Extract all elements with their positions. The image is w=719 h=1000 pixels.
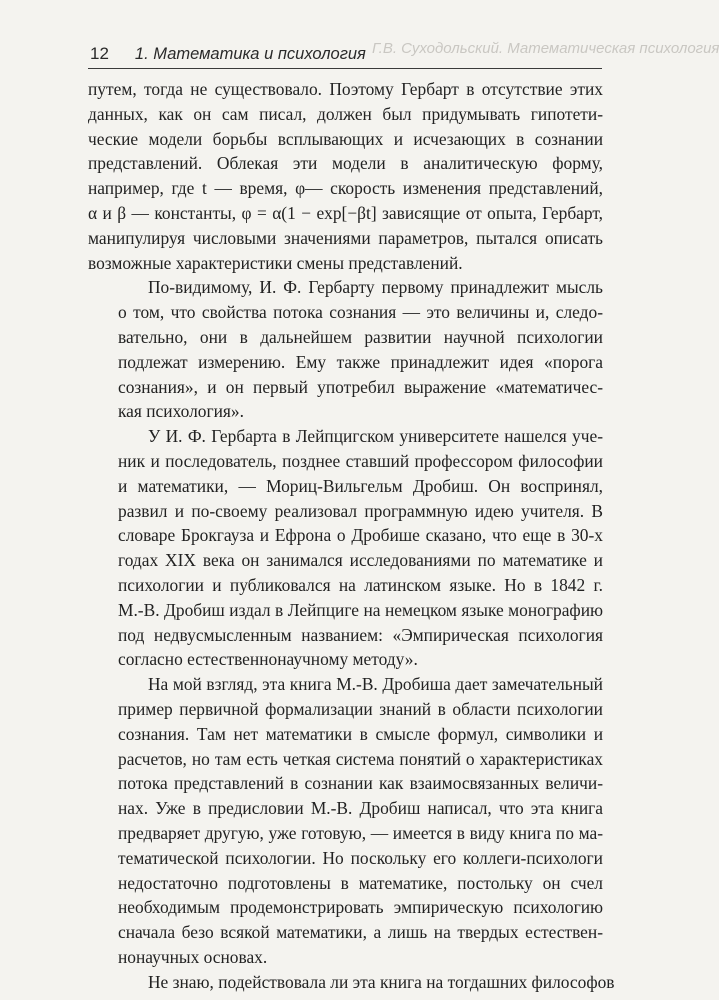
text-line: нонаучных основах.	[118, 946, 268, 967]
text-line: Не знаю, подействовала ли эта книга на тогдашних философов	[148, 971, 615, 992]
text-line: манипулируя числовыми значениями параметров, пытался описать	[88, 227, 603, 248]
text-line: пример первичной формализации знаний в области психологии	[118, 698, 603, 719]
text-line: например, где t — время, φ— скорость изменения представлений,	[88, 178, 603, 199]
text-line: предваряет другую, уже готовую, — имеется в виду книга по ма-	[118, 822, 603, 843]
paragraph	[88, 672, 603, 970]
text-line: По-видимому, И. Ф. Гербарту первому принадлежит мысль	[148, 277, 603, 298]
text-line: потока представлений в сознании как взаимосвязанных величи-	[118, 773, 603, 794]
text-line: возможные характеристики смены представлений.	[88, 252, 463, 273]
paragraph	[88, 424, 603, 672]
header-rule	[88, 68, 602, 69]
text-line: под недвусмысленным названием: «Эмпирическая психология	[118, 624, 603, 645]
text-line: согласно естественнонаучному методу».	[118, 649, 418, 670]
text-line: сознания. Там нет математики в смысле формул, символики и	[118, 723, 603, 744]
paragraph	[88, 970, 615, 995]
text-line: представлений. Облекая эти модели в аналитическую форму,	[88, 153, 603, 174]
text-line: о том, что свойства потока сознания — это величины и, следо-	[118, 302, 603, 323]
text-line: сознания», и он первый употребил выражение «математичес-	[118, 376, 603, 397]
text-line: психологии и публиковался на латинском языке. Но в 1842 г.	[118, 574, 603, 595]
text-line: словаре Брокгауза и Ефрона о Дробише сказано, что еще в 30-х	[118, 525, 603, 546]
paragraph	[88, 77, 603, 275]
text-line: У И. Ф. Гербарта в Лейпцигском университете нашелся уче-	[148, 426, 603, 447]
text-line: М.-В. Дробиш издал в Лейпциге на немецком языке монографию	[118, 599, 603, 620]
text-line: тематической психологии. Но поскольку его коллеги-психологи	[118, 847, 603, 868]
text-line: вательно, они в дальнейшем развитии научной психологии	[118, 326, 603, 347]
text-line: развил и по-своему реализовал программную идею учителя. В	[118, 500, 603, 521]
running-header	[90, 44, 450, 64]
text-line: и математики, — Мориц-Вильгельм Дробиш. Он воспринял,	[118, 475, 603, 496]
text-line: недостаточно подготовлены в математике, постольку он счел	[118, 872, 603, 893]
page-number: 12	[90, 44, 109, 63]
text-line: путем, тогда не существовало. Поэтому Гербарт в отсутствие этих	[88, 79, 603, 99]
text-line: подлежат измерению. Ему также принадлежит идея «порога	[118, 351, 603, 372]
text-line: α и β — константы, φ = α(1 − exp[−βt] зависящие от опыта, Гербарт,	[88, 202, 603, 223]
text-line: данных, как он сам писал, должен был придумывать гипотети-	[88, 103, 603, 124]
text-line: ник и последователь, позднее ставший профессором философии	[118, 450, 603, 471]
text-line: сначала безо всякой математики, а лишь на твердых естествен-	[118, 922, 603, 943]
text-line: нах. Уже в предисловии М.-В. Дробиш написал, что эта книга	[118, 798, 603, 819]
bleed-through-header: Г.В. Суходольский. Математическая психология	[372, 40, 719, 57]
text-line: необходимым продемонстрировать эмпирическую психологию	[118, 897, 603, 918]
text-line: На мой взгляд, эта книга М.-В. Дробиша дает замечательный	[148, 674, 603, 695]
text-line: ческие модели борьбы всплывающих и исчезающих в сознании	[88, 128, 603, 149]
body-text	[88, 77, 615, 994]
text-line: расчетов, но там есть четкая система понятий о характеристиках	[118, 748, 603, 769]
chapter-title: 1. Математика и психология	[134, 45, 366, 63]
paragraph	[88, 275, 603, 424]
text-line: годах XIX века он занимался исследованиями по математике и	[118, 550, 603, 571]
text-line: кая психология».	[118, 401, 244, 422]
